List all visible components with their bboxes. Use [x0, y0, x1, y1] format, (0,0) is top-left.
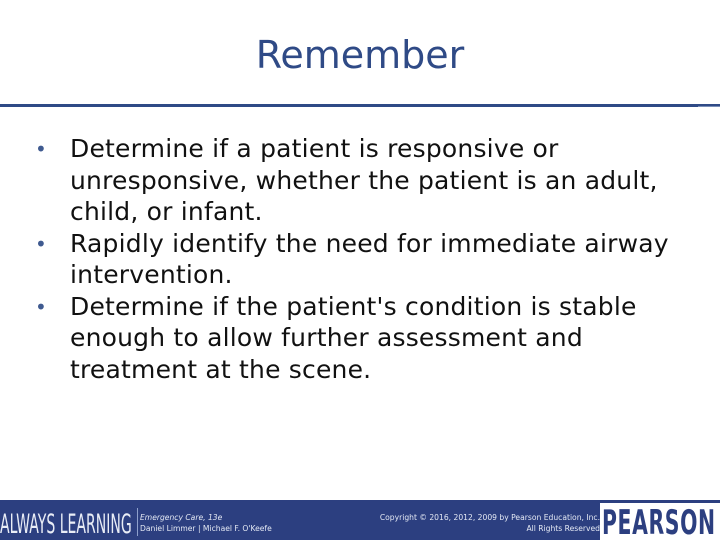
- pearson-logo: [600, 503, 720, 540]
- rights-line: All Rights Reserved: [526, 524, 600, 533]
- pearson-logo-text: PEARSON: [602, 503, 716, 540]
- bullet-icon: •: [35, 231, 47, 256]
- footer-divider: [137, 508, 138, 536]
- always-learning-tagline: ALWAYS LEARNING: [0, 509, 132, 540]
- book-authors: Daniel Limmer | Michael F. O'Keefe: [140, 524, 272, 533]
- bullet-text: Determine if the patient's condition is stable enough to allow further assessment and treatment at the scene.: [70, 291, 637, 384]
- bullet-text: Rapidly identify the need for immediate airway intervention.: [70, 228, 669, 289]
- bullet-item: [30, 228, 710, 291]
- bullet-icon: •: [35, 137, 47, 161]
- bullet-text: Determine if a patient is responsive or unresponsive, whether the patient is an adult, child, or infant.: [70, 134, 658, 226]
- title-divider: [0, 104, 720, 107]
- bullet-item: [30, 133, 710, 228]
- title-divider-tail: [698, 106, 720, 107]
- copyright-notice: [380, 512, 600, 534]
- book-info: [140, 512, 272, 534]
- copyright-line: Copyright © 2016, 2012, 2009 by Pearson Education, Inc.: [379, 513, 600, 522]
- bullet-list: [30, 133, 710, 385]
- footer-bar: [0, 500, 720, 540]
- book-title: Emergency Care, 13e: [140, 513, 223, 522]
- bullet-icon: •: [35, 294, 47, 319]
- bullet-item: [30, 291, 710, 386]
- slide-title: Remember: [255, 33, 465, 77]
